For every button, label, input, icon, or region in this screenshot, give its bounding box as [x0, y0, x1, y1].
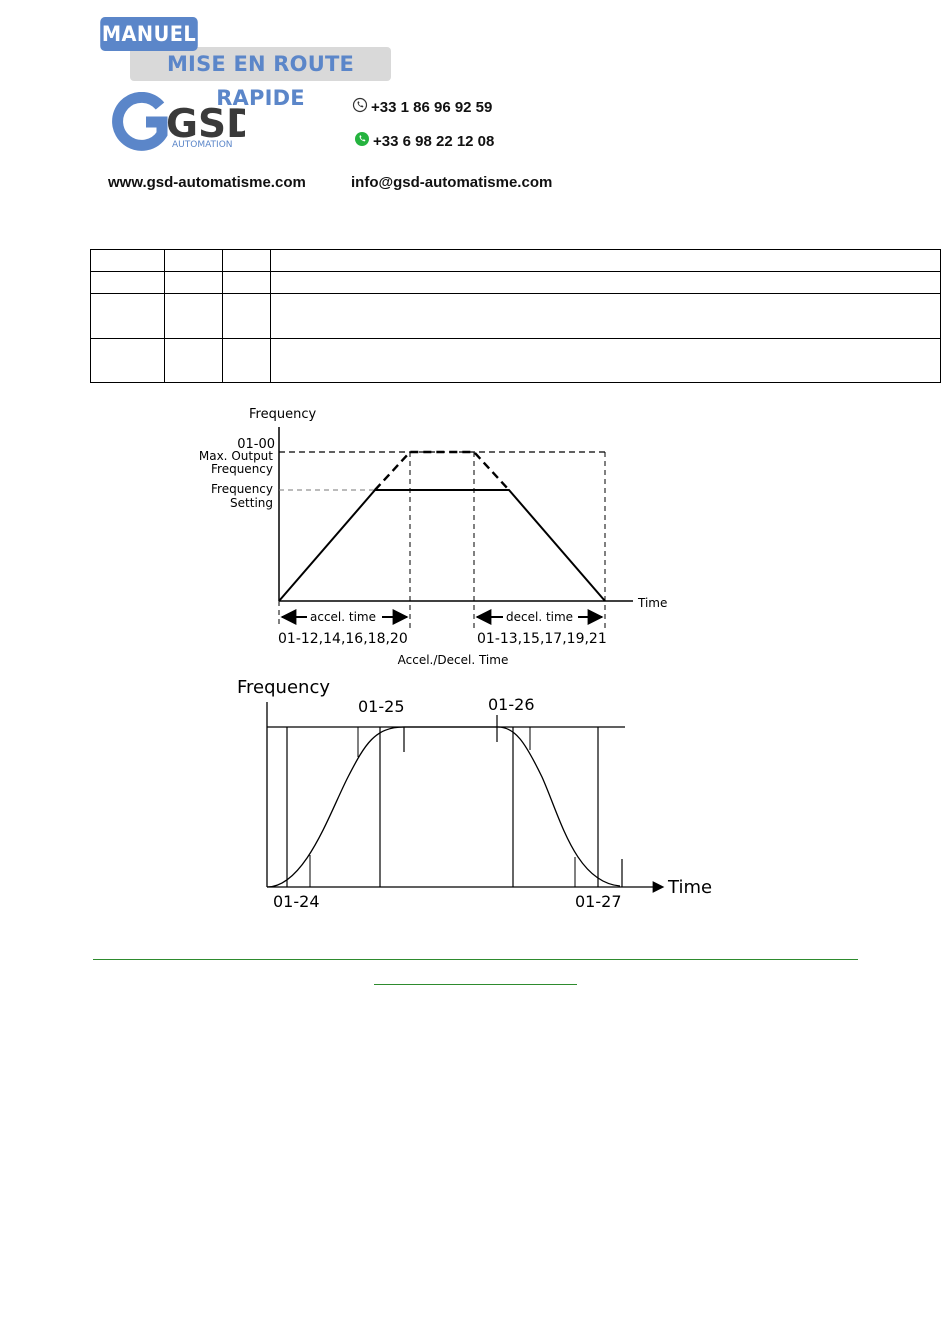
phone-icon	[352, 97, 368, 117]
gsd-logo	[110, 92, 245, 154]
footer-rule-short	[374, 984, 577, 985]
param-01-26: 01-26	[488, 695, 535, 714]
table-row	[91, 250, 941, 272]
y-axis-label: Frequency	[249, 407, 317, 422]
badge-mise-en-route: MISE EN ROUTE RAPIDE	[130, 47, 391, 81]
table-row	[91, 294, 941, 339]
website-link[interactable]: www.gsd-automatisme.com	[108, 174, 306, 191]
s-curve-profile	[267, 727, 620, 887]
decel-time-label: decel. time	[506, 610, 574, 624]
logo-letters: GSD	[166, 102, 245, 147]
table-row	[91, 272, 941, 294]
max-label-line2: Frequency	[211, 462, 273, 476]
param-01-27: 01-27	[575, 892, 622, 911]
phone-contact	[352, 97, 492, 117]
max-code-label: 01-00	[237, 437, 275, 452]
whatsapp-number[interactable]: +33 6 98 22 12 08	[373, 132, 495, 150]
parameter-table	[90, 249, 941, 383]
y-axis-label: Frequency	[237, 677, 330, 698]
s-curve-diagram	[230, 672, 725, 917]
accel-time-label: accel. time	[310, 610, 377, 624]
badge-manuel: MANUEL	[100, 17, 198, 51]
max-label-line1: Max. Output	[198, 449, 273, 463]
x-axis-label: Time	[668, 877, 713, 898]
accel-decel-diagram	[185, 400, 685, 672]
figure1-caption: Accel./Decel. Time	[397, 653, 509, 667]
whatsapp-contact	[354, 131, 494, 151]
email-link[interactable]: info@gsd-automatisme.com	[351, 174, 553, 191]
logo-subtitle: AUTOMATION	[172, 140, 233, 150]
table-row	[91, 339, 941, 383]
param-01-25: 01-25	[358, 697, 405, 716]
phone-number[interactable]: +33 1 86 96 92 59	[371, 98, 493, 116]
frequency-profile	[279, 490, 605, 601]
param-01-24: 01-24	[273, 892, 320, 911]
max-frequency-profile	[375, 452, 509, 490]
x-axis-label: Time	[638, 596, 668, 610]
accel-params-label: 01-12,14,16,18,20	[278, 631, 408, 647]
whatsapp-icon	[354, 131, 370, 151]
logo-g-mark	[118, 97, 162, 145]
footer-rule	[93, 959, 858, 960]
decel-params-label: 01-13,15,17,19,21	[477, 631, 607, 647]
setting-label-line2: Setting	[230, 496, 273, 510]
setting-label-line1: Frequency	[211, 482, 273, 496]
